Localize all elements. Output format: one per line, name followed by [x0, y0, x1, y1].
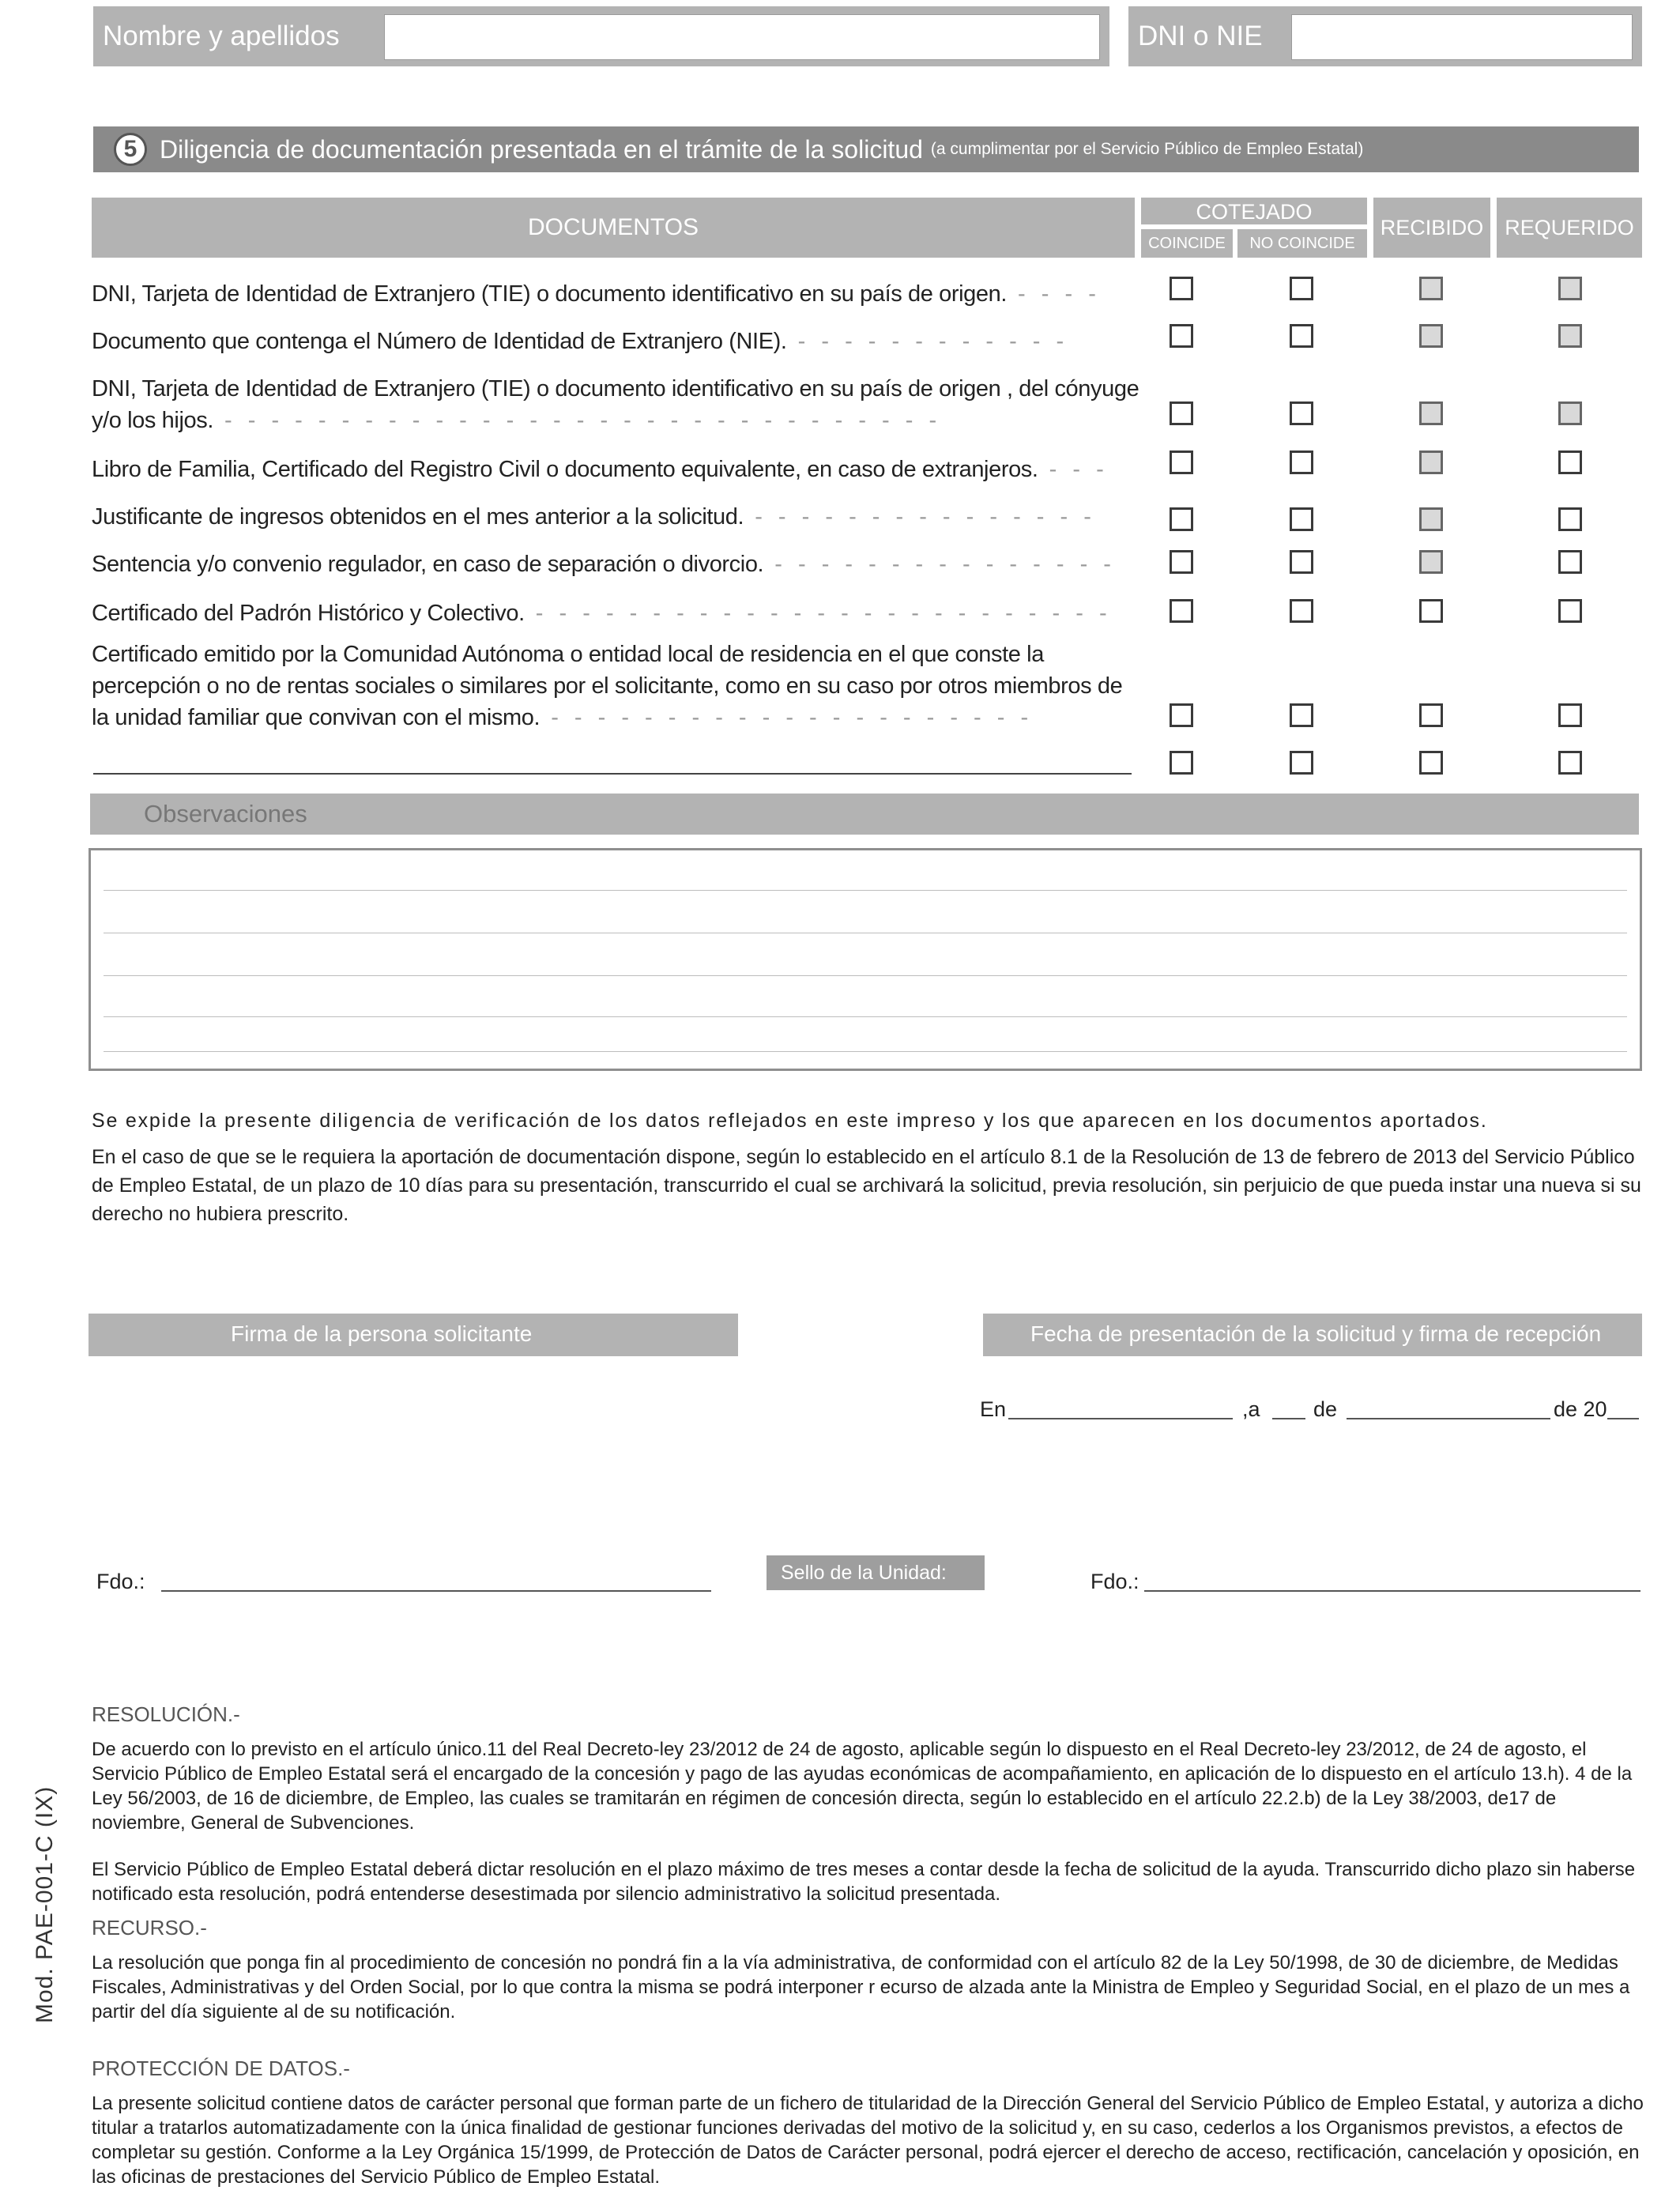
checkbox-no-coincide[interactable]	[1290, 450, 1313, 474]
doc-row-sentencia: Sentencia y/o convenio regulador, en caso de separación o divorcio. - - - - - - - - - - - - - - -	[92, 552, 1116, 577]
checkbox-coincide[interactable]	[1170, 550, 1193, 574]
checkbox-no-coincide[interactable]	[1290, 751, 1313, 775]
doc-row-certificado-ca: Certificado emitido por la Comunidad Autónoma o entidad local de residencia en el que conste la percepción o no de rentas sociales o similares por el solicitante, como en su caso por otros miembros de la unidad familiar que convivan con el mismo. - - - - - - - - - - - - - - - - - - - - -	[92, 642, 1123, 730]
doc-row-text: Justificante de ingresos obtenidos en el mes anterior a la solicitud.	[92, 504, 744, 530]
doc-row-libro-familia: Libro de Familia, Certificado del Registro Civil o documento equivalente, en caso de extranjeros. - - -	[92, 457, 1109, 482]
sello-bar	[767, 1555, 985, 1590]
expide-text: Se expide la presente diligencia de verificación de los datos reflejados en este impreso y los que aparecen en los documentos aportados.	[92, 1110, 1488, 1132]
doc-row-nie: Documento que contenga el Número de Identidad de Extranjero (NIE). - - - - - - - - - - - -	[92, 329, 1069, 354]
de-label: de	[1313, 1397, 1338, 1421]
col-cotejado: COTEJADO	[1141, 198, 1367, 224]
checkbox-recibido[interactable]	[1419, 507, 1443, 531]
fdo-left-label: Fdo.:	[96, 1570, 145, 1593]
checkbox-requerido[interactable]	[1558, 277, 1582, 300]
checkbox-no-coincide[interactable]	[1290, 507, 1313, 531]
day-field[interactable]	[1272, 1418, 1305, 1419]
fecha-presentacion-label: Fecha de presentación de la solicitud y firma de recepción	[1030, 1321, 1602, 1346]
doc-row-text: DNI, Tarjeta de Identidad de Extranjero (TIE) o documento identificativo en su país de origen.	[92, 281, 1007, 307]
checkbox-coincide[interactable]	[1170, 751, 1193, 775]
recurso-paragraph: La resolución que ponga fin al procedimiento de concesión no pondrá fin a la vía administrativa, de conformidad con el artículo 82 de la Ley 50/1998, de 30 de diciembre, de Medidas Fiscales, Administrativas y del Orden Social, por lo que contra la misma se podrá interponer r ecurso de alzada ante la Ministra de Empleo y Seguridad Social, en el plazo de un mes a partir del día siguiente al de su notificación.	[92, 1952, 1630, 2022]
checkbox-no-coincide[interactable]	[1290, 401, 1313, 425]
col-coincide: COINCIDE	[1141, 229, 1233, 258]
a-label: ,a	[1242, 1397, 1260, 1421]
checkbox-no-coincide[interactable]	[1290, 550, 1313, 574]
checkbox-requerido[interactable]	[1558, 401, 1582, 425]
checkbox-coincide[interactable]	[1170, 599, 1193, 623]
de20-label: de 20	[1554, 1397, 1607, 1421]
name-field[interactable]	[384, 14, 1100, 60]
observaciones-bar	[90, 794, 1639, 835]
checkbox-recibido[interactable]	[1419, 751, 1443, 775]
checkbox-recibido[interactable]	[1419, 277, 1443, 300]
checkbox-coincide[interactable]	[1170, 507, 1193, 531]
sello-label: Sello de la Unidad:	[781, 1562, 947, 1584]
id-bar	[1128, 6, 1642, 66]
id-field[interactable]	[1291, 14, 1633, 60]
resolucion-paragraph-2: El Servicio Público de Empleo Estatal deberá dictar resolución en el plazo máximo de tres meses a contar desde la fecha de solicitud de la ayuda. Transcurrido dicho plazo sin haberse notificado esta resolución, podrá entenderse desestimada por silencio administrativo la solicitud presentada.	[92, 1859, 1636, 1905]
proteccion-heading: PROTECCIÓN DE DATOS.-	[92, 2056, 350, 2080]
doc-row-text: Sentencia y/o convenio regulador, en caso de separación o divorcio.	[92, 552, 764, 577]
checkbox-coincide[interactable]	[1170, 703, 1193, 727]
doc-row-ingresos: Justificante de ingresos obtenidos en el mes anterior a la solicitud. - - - - - - - - - - - - - - -	[92, 504, 1096, 530]
blank-row-line	[93, 773, 1132, 775]
name-label: Nombre y apellidos	[103, 21, 340, 51]
resolucion-heading: RESOLUCIÓN.-	[92, 1702, 240, 1726]
checkbox-recibido[interactable]	[1419, 401, 1443, 425]
checkbox-recibido[interactable]	[1419, 550, 1443, 574]
checkbox-coincide[interactable]	[1170, 401, 1193, 425]
checkbox-requerido[interactable]	[1558, 599, 1582, 623]
section-5-header	[93, 126, 1639, 172]
month-field[interactable]	[1347, 1418, 1550, 1419]
checkbox-coincide[interactable]	[1170, 324, 1193, 348]
observaciones-box[interactable]	[89, 848, 1642, 1071]
checkbox-recibido[interactable]	[1419, 450, 1443, 474]
col-recibido: RECIBIDO	[1373, 198, 1490, 258]
firma-solicitante-bar	[89, 1314, 738, 1356]
en-field[interactable]	[1008, 1418, 1233, 1419]
checkbox-no-coincide[interactable]	[1290, 703, 1313, 727]
checkbox-requerido[interactable]	[1558, 507, 1582, 531]
checkbox-no-coincide[interactable]	[1290, 599, 1313, 623]
observaciones-label: Observaciones	[144, 800, 307, 827]
doc-row-dni-conyuge: DNI, Tarjeta de Identidad de Extranjero (TIE) o documento identificativo en su país de origen , del cónyuge y/o los hijos. - - - - - - - - - - - - - - - - - - - - - - - - - - - - - - -	[92, 376, 1139, 433]
checkbox-requerido[interactable]	[1558, 324, 1582, 348]
id-label: DNI o NIE	[1138, 21, 1263, 51]
checkbox-recibido[interactable]	[1419, 703, 1443, 727]
firma-solicitante-label: Firma de la persona solicitante	[231, 1321, 533, 1346]
proteccion-paragraph: La presente solicitud contiene datos de carácter personal que forman parte de un fichero de titularidad de la Dirección General del Servicio Público de Empleo Estatal, y autoriza a dicho titular a tratarlos automatizadamente con la única finalidad de gestionar funciones derivadas del motivo de la solicitud y, en su caso, cederlos a los Organismos previstos, a efectos de completar su gestión. Conforme a la Ley Orgánica 15/1999, de Protección de Datos de Carácter personal, podrá ejercer el derecho de acceso, rectificación, cancelación y oposición, en las oficinas de prestaciones del Servicio Público de Empleo Estatal.	[92, 2093, 1644, 2188]
fecha-presentacion-bar	[983, 1314, 1642, 1356]
doc-row-text: Libro de Familia, Certificado del Registro Civil o documento equivalente, en caso de extranjeros.	[92, 457, 1038, 482]
doc-row-dni: DNI, Tarjeta de Identidad de Extranjero (TIE) o documento identificativo en su país de origen. - - - -	[92, 281, 1101, 307]
fdo-left-field[interactable]	[161, 1590, 711, 1592]
doc-row-text: Certificado del Padrón Histórico y Colectivo.	[92, 601, 525, 626]
doc-row-text: DNI, Tarjeta de Identidad de Extranjero (TIE) o documento identificativo en su país de origen , del cónyuge y/o los hijos.	[92, 376, 1139, 433]
checkbox-recibido[interactable]	[1419, 599, 1443, 623]
checkbox-no-coincide[interactable]	[1290, 324, 1313, 348]
recurso-heading: RECURSO.-	[92, 1916, 207, 1940]
requiera-text: En el caso de que se le requiera la aportación de documentación dispone, según lo establecido en el artículo 8.1 de la Resolución de 13 de febrero de 2013 del Servicio Público de Empleo Estatal, de un plazo de 10 días para su presentación, transcurrido el cual se archivará la solicitud, previa resolución, sin perjuicio de que pueda instar una nueva si su derecho no hubiera prescrito.	[92, 1146, 1641, 1225]
fdo-right-field[interactable]	[1144, 1590, 1640, 1592]
resolucion-paragraph-1: De acuerdo con lo previsto en el artículo único.11 del Real Decreto-ley 23/2012 de 24 de agosto, aplicable según lo dispuesto en el Real Decreto-ley 23/2012, de 24 de agosto, el Servicio Público de Empleo Estatal será el encargado de la concesión y pago de las ayudas económicas de acompañamiento, en aplicación de lo dispuesto en el artículo 13.h). 4 de la Ley 56/2003, de 16 de diciembre, de Empleo, las cuales se tramitarán en régimen de concesión directa, según lo establecido en el artículo 22.2.b) de la Ley 38/2003, de17 de noviembre, General de Subvenciones.	[92, 1739, 1633, 1834]
checkbox-requerido[interactable]	[1558, 703, 1582, 727]
checkbox-recibido[interactable]	[1419, 324, 1443, 348]
year-field[interactable]	[1607, 1418, 1639, 1419]
doc-row-padron: Certificado del Padrón Histórico y Colectivo. - - - - - - - - - - - - - - - - - - - - - - - - -	[92, 601, 1112, 626]
form-code: Mod. PAE-001-C (IX)	[32, 1785, 58, 2023]
name-bar	[93, 6, 1109, 66]
doc-row-text: Documento que contenga el Número de Identidad de Extranjero (NIE).	[92, 329, 787, 354]
checkbox-requerido[interactable]	[1558, 550, 1582, 574]
section-number-badge: 5	[114, 133, 147, 166]
checkbox-requerido[interactable]	[1558, 751, 1582, 775]
col-requerido: REQUERIDO	[1497, 198, 1642, 258]
fdo-right-label: Fdo.:	[1090, 1570, 1139, 1593]
doc-row-text: Certificado emitido por la Comunidad Autónoma o entidad local de residencia en el que conste la percepción o no de rentas sociales o similares por el solicitante, como en su caso por otros miembros de la unidad familiar que convivan con el mismo.	[92, 642, 1123, 730]
section-title: Diligencia de documentación presentada en el trámite de la solicitud	[160, 134, 923, 164]
checkbox-no-coincide[interactable]	[1290, 277, 1313, 300]
col-documentos: DOCUMENTOS	[92, 198, 1135, 258]
checkbox-requerido[interactable]	[1558, 450, 1582, 474]
col-no-coincide: NO COINCIDE	[1237, 229, 1367, 258]
en-label: En	[980, 1397, 1007, 1421]
checkbox-coincide[interactable]	[1170, 450, 1193, 474]
checkbox-coincide[interactable]	[1170, 277, 1193, 300]
section-subtitle: (a cumplimentar por el Servicio Público de Empleo Estatal)	[930, 140, 1364, 158]
